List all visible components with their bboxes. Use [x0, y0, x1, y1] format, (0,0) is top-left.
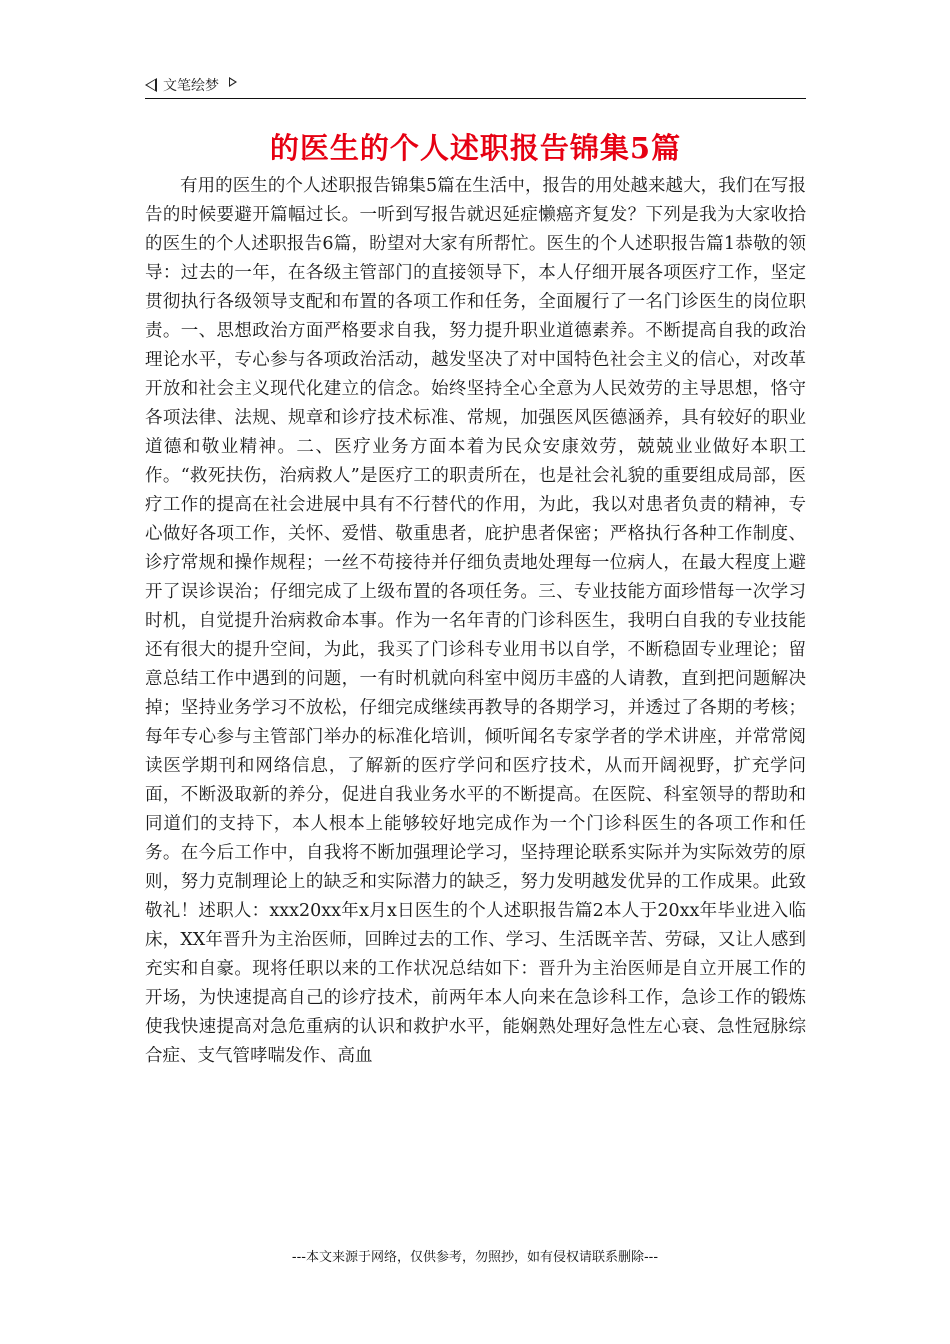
document-title: 的医生的个人述职报告锦集5篇	[269, 131, 682, 165]
brand-name: 文笔绘梦	[163, 78, 219, 94]
triangle-right-icon	[229, 77, 237, 87]
header-divider	[145, 98, 806, 99]
page-header	[145, 74, 805, 96]
triangle-left-icon	[145, 78, 157, 92]
document-body: 有用的医生的个人述职报告锦集5篇在生活中，报告的用处越来越大，我们在写报告的时候要避开篇幅过长。一听到写报告就迟延症懒癌齐复发？下列是我为大家收拾的医生的个人述职报告6篇，盼望对大家有所帮忙。医生的个人述职报告篇1恭敬的领导：过去的一年，在各级主管部门的直接领导下，本人仔细开展各项医疗工作，坚定贯彻执行各级领导支配和布置的各项工作和任务，全面履行了一名门诊医生的岗位职责。一、思想政治方面严格要求自我，努力提升职业道德素养。不断提高自我的政治理论水平，专心参与各项政治活动，越发坚决了对中国特色社会主义的信心，对改革开放和社会主义现代化建立的信念。始终坚持全心全意为人民效劳的主导思想，恪守各项法律、法规、规章和诊疗技术标准、常规，加强医风医德涵养，具有较好的职业道德和敬业精神。二、医疗业务方面本着为民众安康效劳，兢兢业业做好本职工作。“救死扶伤，治病救人”是医疗工的职责所在，也是社会礼貌的重要组成局部，医疗工作的提高在社会进展中具有不行替代的作用，为此，我以对患者负责的精神，专心做好各项工作，关怀、爱惜、敬重患者，庇护患者保密；严格执行各种工作制度、诊疗常规和操作规程；一丝不苟接待并仔细负责地处理每一位病人，在最大程度上避开了误诊误治；仔细完成了上级布置的各项任务。三、专业技能方面珍惜每一次学习时机，自觉提升治病救命本事。作为一名年青的门诊科医生，我明白自我的专业技能还有很大的提升空间，为此，我买了门诊科专业用书以自学，不断稳固专业理论；留意总结工作中遇到的问题，一有时机就向科室中阅历丰盛的人请教，直到把问题解决掉；坚持业务学习不放松，仔细完成继续再教导的各期学习，并透过了各期的考核；每年专心参与主管部门举办的标准化培训，倾听闻名专家学者的学术讲座，并常常阅读医学期刊和网络信息，了解新的医疗学问和医疗技术，从而开阔视野，扩充学问面，不断汲取新的养分，促进自我业务水平的不断提高。在医院、科室领导的帮助和同道们的支持下，本人根本上能够较好地完成作为一个门诊科医生的各项工作和任务。在今后工作中，自我将不断加强理论学习，坚持理论联系实际并为实际效劳的原则，努力克制理论上的缺乏和实际潜力的缺乏，努力发明越发优异的工作成果。此致敬礼！述职人：xxx20xx年x月x日医生的个人述职报告篇2本人于20xx年毕业进入临床，XX年晋升为主治医师，回眸过去的工作、学习、生活既辛苦、劳碌，又让人感到充实和自豪。现将任职以来的工作状况总结如下：晋升为主治医师是自立开展工作的开场，为快速提高自己的诊疗技术，前两年本人向来在急诊科工作，急诊工作的锻炼使我快速提高对急危重病的认识和救护水平，能娴熟处理好急性左心衰、急性冠脉综合症、支气管哮喘发作、高血	[145, 176, 806, 1066]
footer-disclaimer: ---本文来源于网络，仅供参考，勿照抄，如有侵权请联系删除---	[291, 1250, 659, 1265]
